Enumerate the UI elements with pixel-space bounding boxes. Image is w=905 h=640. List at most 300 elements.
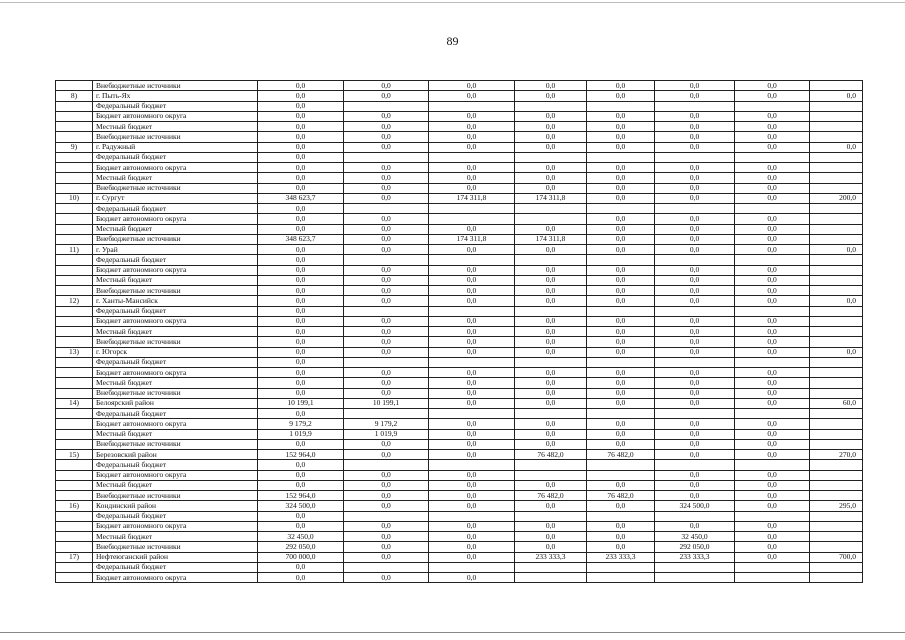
table-row-municipality <box>56 501 863 511</box>
row-number-cell <box>56 275 93 285</box>
value-cell: 0,0 <box>655 491 735 501</box>
value-cell <box>735 101 810 111</box>
table-row <box>56 152 863 162</box>
value-cell: 0,0 <box>655 450 735 460</box>
table-row <box>56 275 863 285</box>
value-cell <box>735 460 810 470</box>
value-cell <box>810 183 863 193</box>
table-row <box>56 357 863 367</box>
value-cell <box>810 388 863 398</box>
value-cell: 0,0 <box>258 388 344 398</box>
value-cell: 0,0 <box>587 419 655 429</box>
value-cell: 0,0 <box>344 265 429 275</box>
value-cell: 0,0 <box>429 388 515 398</box>
value-cell: 292 050,0 <box>258 542 344 552</box>
value-cell: 0,0 <box>429 573 515 583</box>
table-row <box>56 542 863 552</box>
table-row <box>56 439 863 449</box>
table-row-municipality <box>56 296 863 306</box>
value-cell: 0,0 <box>735 521 810 531</box>
value-cell: 0,0 <box>344 111 429 121</box>
value-cell: 0,0 <box>810 347 863 357</box>
value-cell: 0,0 <box>344 214 429 224</box>
table-row <box>56 368 863 378</box>
value-cell: 0,0 <box>735 214 810 224</box>
value-cell: 0,0 <box>515 337 587 347</box>
row-label-cell: г. Сургут <box>93 193 258 203</box>
table-row <box>56 470 863 480</box>
value-cell <box>810 286 863 296</box>
value-cell: 233 333,3 <box>515 552 587 562</box>
row-label-cell: Местный бюджет <box>93 327 258 337</box>
value-cell: 0,0 <box>515 429 587 439</box>
value-cell <box>810 173 863 183</box>
value-cell <box>810 521 863 531</box>
value-cell: 152 964,0 <box>258 491 344 501</box>
value-cell: 0,0 <box>344 470 429 480</box>
value-cell <box>587 470 655 480</box>
row-number-cell <box>56 480 93 490</box>
value-cell: 0,0 <box>735 368 810 378</box>
value-cell: 0,0 <box>344 163 429 173</box>
table-row <box>56 573 863 583</box>
value-cell: 0,0 <box>735 265 810 275</box>
table-row <box>56 214 863 224</box>
value-cell <box>587 101 655 111</box>
table-row <box>56 480 863 490</box>
value-cell: 0,0 <box>735 501 810 511</box>
value-cell: 0,0 <box>735 347 810 357</box>
value-cell: 0,0 <box>429 480 515 490</box>
row-label-cell: г. Югорск <box>93 347 258 357</box>
row-number-cell <box>56 204 93 214</box>
value-cell: 0,0 <box>258 183 344 193</box>
value-cell <box>810 470 863 480</box>
value-cell <box>810 573 863 583</box>
value-cell: 9 179,2 <box>258 419 344 429</box>
value-cell <box>810 265 863 275</box>
value-cell: 0,0 <box>515 183 587 193</box>
value-cell: 0,0 <box>344 81 429 91</box>
table-row <box>56 265 863 275</box>
value-cell: 0,0 <box>655 286 735 296</box>
value-cell: 0,0 <box>735 245 810 255</box>
row-label-cell: Внебюджетные источники <box>93 81 258 91</box>
value-cell: 0,0 <box>587 245 655 255</box>
row-number-cell: 11) <box>56 245 93 255</box>
row-label-cell: Бюджет автономного округа <box>93 214 258 224</box>
row-label-cell: Бюджет автономного округа <box>93 163 258 173</box>
row-number-cell <box>56 573 93 583</box>
value-cell: 0,0 <box>344 337 429 347</box>
value-cell: 0,0 <box>515 91 587 101</box>
row-number-cell: 9) <box>56 142 93 152</box>
value-cell: 0,0 <box>655 142 735 152</box>
value-cell <box>515 409 587 419</box>
row-number-cell <box>56 511 93 521</box>
value-cell: 0,0 <box>429 173 515 183</box>
value-cell <box>515 214 587 224</box>
value-cell: 0,0 <box>429 91 515 101</box>
value-cell: 0,0 <box>655 429 735 439</box>
value-cell <box>655 562 735 572</box>
top-edge-line <box>0 2 905 3</box>
value-cell: 0,0 <box>655 163 735 173</box>
value-cell: 0,0 <box>587 439 655 449</box>
value-cell: 0,0 <box>655 337 735 347</box>
value-cell: 0,0 <box>344 368 429 378</box>
value-cell: 0,0 <box>344 542 429 552</box>
table-row-municipality <box>56 193 863 203</box>
table-row <box>56 316 863 326</box>
value-cell: 0,0 <box>735 337 810 347</box>
value-cell: 0,0 <box>655 470 735 480</box>
row-label-cell: Бюджет автономного округа <box>93 316 258 326</box>
value-cell: 0,0 <box>587 286 655 296</box>
value-cell: 0,0 <box>344 183 429 193</box>
value-cell: 0,0 <box>655 347 735 357</box>
table-row <box>56 337 863 347</box>
row-number-cell: 16) <box>56 501 93 511</box>
table-row <box>56 132 863 142</box>
row-label-cell: Федеральный бюджет <box>93 204 258 214</box>
value-cell: 0,0 <box>587 398 655 408</box>
value-cell: 0,0 <box>735 439 810 449</box>
value-cell: 0,0 <box>587 296 655 306</box>
value-cell: 0,0 <box>429 275 515 285</box>
value-cell: 0,0 <box>258 470 344 480</box>
value-cell: 0,0 <box>258 101 344 111</box>
row-number-cell <box>56 357 93 367</box>
value-cell: 0,0 <box>258 152 344 162</box>
value-cell: 0,0 <box>655 234 735 244</box>
value-cell: 0,0 <box>429 347 515 357</box>
value-cell <box>429 214 515 224</box>
value-cell: 0,0 <box>515 368 587 378</box>
value-cell <box>429 204 515 214</box>
value-cell <box>735 204 810 214</box>
page-number: 89 <box>446 34 459 48</box>
value-cell: 0,0 <box>587 480 655 490</box>
value-cell: 0,0 <box>587 173 655 183</box>
row-label-cell: Внебюджетные источники <box>93 337 258 347</box>
value-cell: 0,0 <box>735 193 810 203</box>
budget-table <box>55 80 863 583</box>
row-label-cell: Федеральный бюджет <box>93 460 258 470</box>
value-cell <box>655 511 735 521</box>
value-cell: 0,0 <box>344 132 429 142</box>
value-cell: 0,0 <box>810 245 863 255</box>
value-cell: 0,0 <box>655 91 735 101</box>
value-cell: 76 482,0 <box>587 491 655 501</box>
row-label-cell: Бюджет автономного округа <box>93 419 258 429</box>
value-cell: 0,0 <box>587 347 655 357</box>
value-cell <box>735 573 810 583</box>
value-cell: 0,0 <box>655 296 735 306</box>
row-label-cell: г. Урай <box>93 245 258 255</box>
value-cell: 0,0 <box>344 275 429 285</box>
value-cell: 0,0 <box>258 163 344 173</box>
value-cell: 152 964,0 <box>258 450 344 460</box>
row-number-cell <box>56 388 93 398</box>
value-cell <box>810 101 863 111</box>
value-cell: 0,0 <box>344 439 429 449</box>
value-cell <box>810 357 863 367</box>
value-cell: 0,0 <box>587 316 655 326</box>
value-cell <box>735 357 810 367</box>
value-cell <box>810 562 863 572</box>
row-number-cell <box>56 419 93 429</box>
value-cell: 0,0 <box>655 419 735 429</box>
value-cell: 0,0 <box>344 286 429 296</box>
value-cell <box>810 429 863 439</box>
value-cell: 0,0 <box>429 552 515 562</box>
value-cell: 0,0 <box>258 316 344 326</box>
value-cell: 0,0 <box>344 234 429 244</box>
row-label-cell: Внебюджетные источники <box>93 234 258 244</box>
value-cell: 0,0 <box>429 378 515 388</box>
table-row <box>56 224 863 234</box>
value-cell: 700 000,0 <box>258 552 344 562</box>
row-number-cell <box>56 327 93 337</box>
row-number-cell <box>56 378 93 388</box>
value-cell <box>810 152 863 162</box>
value-cell: 0,0 <box>587 193 655 203</box>
value-cell: 0,0 <box>344 327 429 337</box>
value-cell: 0,0 <box>429 265 515 275</box>
value-cell: 0,0 <box>429 398 515 408</box>
row-label-cell: Бюджет автономного округа <box>93 470 258 480</box>
value-cell: 0,0 <box>655 388 735 398</box>
value-cell <box>735 562 810 572</box>
value-cell: 0,0 <box>429 296 515 306</box>
table-row <box>56 460 863 470</box>
value-cell: 0,0 <box>515 439 587 449</box>
table-row <box>56 562 863 572</box>
row-label-cell: Федеральный бюджет <box>93 409 258 419</box>
row-label-cell: Федеральный бюджет <box>93 357 258 367</box>
value-cell: 0,0 <box>429 224 515 234</box>
value-cell: 0,0 <box>429 111 515 121</box>
row-label-cell: Федеральный бюджет <box>93 101 258 111</box>
value-cell: 0,0 <box>258 439 344 449</box>
row-label-cell: Внебюджетные источники <box>93 388 258 398</box>
row-number-cell <box>56 163 93 173</box>
value-cell <box>735 255 810 265</box>
value-cell: 174 311,8 <box>429 234 515 244</box>
value-cell: 0,0 <box>258 255 344 265</box>
value-cell: 1 019,9 <box>258 429 344 439</box>
row-label-cell: Внебюджетные источники <box>93 439 258 449</box>
value-cell: 200,0 <box>810 193 863 203</box>
row-label-cell: г. Ханты-Мансийск <box>93 296 258 306</box>
row-number-cell <box>56 460 93 470</box>
row-number-cell <box>56 562 93 572</box>
table-row <box>56 429 863 439</box>
row-number-cell: 17) <box>56 552 93 562</box>
row-label-cell: Нефтеюганский район <box>93 552 258 562</box>
value-cell: 0,0 <box>655 368 735 378</box>
value-cell: 0,0 <box>258 275 344 285</box>
value-cell <box>655 573 735 583</box>
value-cell: 0,0 <box>587 275 655 285</box>
value-cell: 0,0 <box>587 388 655 398</box>
value-cell <box>429 101 515 111</box>
row-number-cell <box>56 132 93 142</box>
value-cell: 0,0 <box>344 552 429 562</box>
value-cell: 295,0 <box>810 501 863 511</box>
row-number-cell <box>56 265 93 275</box>
value-cell <box>429 255 515 265</box>
value-cell: 76 482,0 <box>515 450 587 460</box>
value-cell: 0,0 <box>515 316 587 326</box>
value-cell: 0,0 <box>344 224 429 234</box>
value-cell <box>587 511 655 521</box>
value-cell <box>515 306 587 316</box>
value-cell <box>587 306 655 316</box>
value-cell: 0,0 <box>515 275 587 285</box>
value-cell: 0,0 <box>344 388 429 398</box>
value-cell: 76 482,0 <box>587 450 655 460</box>
value-cell: 0,0 <box>429 337 515 347</box>
table-row-municipality <box>56 398 863 408</box>
value-cell: 0,0 <box>587 91 655 101</box>
value-cell <box>344 357 429 367</box>
value-cell <box>810 275 863 285</box>
value-cell: 0,0 <box>515 132 587 142</box>
value-cell: 0,0 <box>258 265 344 275</box>
row-number-cell <box>56 429 93 439</box>
row-label-cell: Местный бюджет <box>93 429 258 439</box>
value-cell: 0,0 <box>515 378 587 388</box>
value-cell: 0,0 <box>258 573 344 583</box>
value-cell: 0,0 <box>429 163 515 173</box>
value-cell: 0,0 <box>344 347 429 357</box>
row-label-cell: Местный бюджет <box>93 122 258 132</box>
table-row <box>56 255 863 265</box>
value-cell: 0,0 <box>258 142 344 152</box>
table-row <box>56 532 863 542</box>
row-number-cell <box>56 122 93 132</box>
value-cell: 0,0 <box>429 450 515 460</box>
value-cell: 0,0 <box>587 521 655 531</box>
row-number-cell <box>56 439 93 449</box>
value-cell: 0,0 <box>344 378 429 388</box>
value-cell: 0,0 <box>735 552 810 562</box>
value-cell: 0,0 <box>515 286 587 296</box>
table-row <box>56 234 863 244</box>
value-cell: 0,0 <box>429 81 515 91</box>
value-cell: 0,0 <box>258 368 344 378</box>
value-cell: 0,0 <box>429 368 515 378</box>
value-cell: 0,0 <box>515 327 587 337</box>
value-cell <box>655 152 735 162</box>
value-cell: 0,0 <box>735 480 810 490</box>
value-cell <box>344 152 429 162</box>
value-cell: 174 311,8 <box>429 193 515 203</box>
value-cell <box>587 204 655 214</box>
value-cell: 0,0 <box>735 327 810 337</box>
value-cell <box>810 368 863 378</box>
value-cell: 0,0 <box>258 214 344 224</box>
value-cell: 0,0 <box>515 245 587 255</box>
value-cell: 0,0 <box>258 306 344 316</box>
value-cell: 0,0 <box>587 501 655 511</box>
value-cell <box>810 337 863 347</box>
value-cell <box>810 316 863 326</box>
value-cell: 0,0 <box>587 111 655 121</box>
value-cell <box>515 562 587 572</box>
value-cell: 0,0 <box>655 122 735 132</box>
value-cell: 60,0 <box>810 398 863 408</box>
value-cell <box>429 306 515 316</box>
value-cell <box>515 460 587 470</box>
value-cell <box>587 573 655 583</box>
value-cell: 0,0 <box>258 111 344 121</box>
table-row <box>56 419 863 429</box>
row-label-cell: Березовский район <box>93 450 258 460</box>
value-cell <box>810 224 863 234</box>
row-label-cell: Бюджет автономного округа <box>93 521 258 531</box>
value-cell: 0,0 <box>655 265 735 275</box>
row-number-cell <box>56 111 93 121</box>
row-number-cell <box>56 491 93 501</box>
row-number-cell <box>56 316 93 326</box>
value-cell: 0,0 <box>344 91 429 101</box>
value-cell <box>810 480 863 490</box>
row-number-cell <box>56 214 93 224</box>
row-label-cell: Федеральный бюджет <box>93 562 258 572</box>
value-cell: 0,0 <box>515 296 587 306</box>
value-cell <box>655 255 735 265</box>
value-cell: 0,0 <box>344 491 429 501</box>
value-cell: 0,0 <box>344 532 429 542</box>
value-cell: 0,0 <box>587 368 655 378</box>
row-number-cell <box>56 286 93 296</box>
value-cell: 0,0 <box>735 388 810 398</box>
value-cell <box>810 532 863 542</box>
row-number-cell <box>56 409 93 419</box>
value-cell <box>810 491 863 501</box>
row-label-cell: Бюджет автономного округа <box>93 573 258 583</box>
value-cell: 0,0 <box>655 275 735 285</box>
value-cell: 0,0 <box>344 245 429 255</box>
value-cell: 0,0 <box>258 224 344 234</box>
value-cell: 0,0 <box>735 542 810 552</box>
value-cell <box>515 470 587 480</box>
value-cell <box>735 306 810 316</box>
row-number-cell <box>56 306 93 316</box>
value-cell <box>810 306 863 316</box>
row-number-cell <box>56 234 93 244</box>
row-number-cell: 10) <box>56 193 93 203</box>
value-cell: 0,0 <box>735 224 810 234</box>
value-cell: 0,0 <box>735 122 810 132</box>
value-cell <box>735 409 810 419</box>
value-cell: 0,0 <box>258 347 344 357</box>
row-label-cell: Местный бюджет <box>93 275 258 285</box>
value-cell: 0,0 <box>344 173 429 183</box>
value-cell <box>810 409 863 419</box>
value-cell: 0,0 <box>587 142 655 152</box>
value-cell <box>429 460 515 470</box>
value-cell <box>515 204 587 214</box>
value-cell <box>810 234 863 244</box>
value-cell <box>810 542 863 552</box>
value-cell: 174 311,8 <box>515 193 587 203</box>
value-cell: 0,0 <box>515 419 587 429</box>
value-cell: 0,0 <box>587 234 655 244</box>
